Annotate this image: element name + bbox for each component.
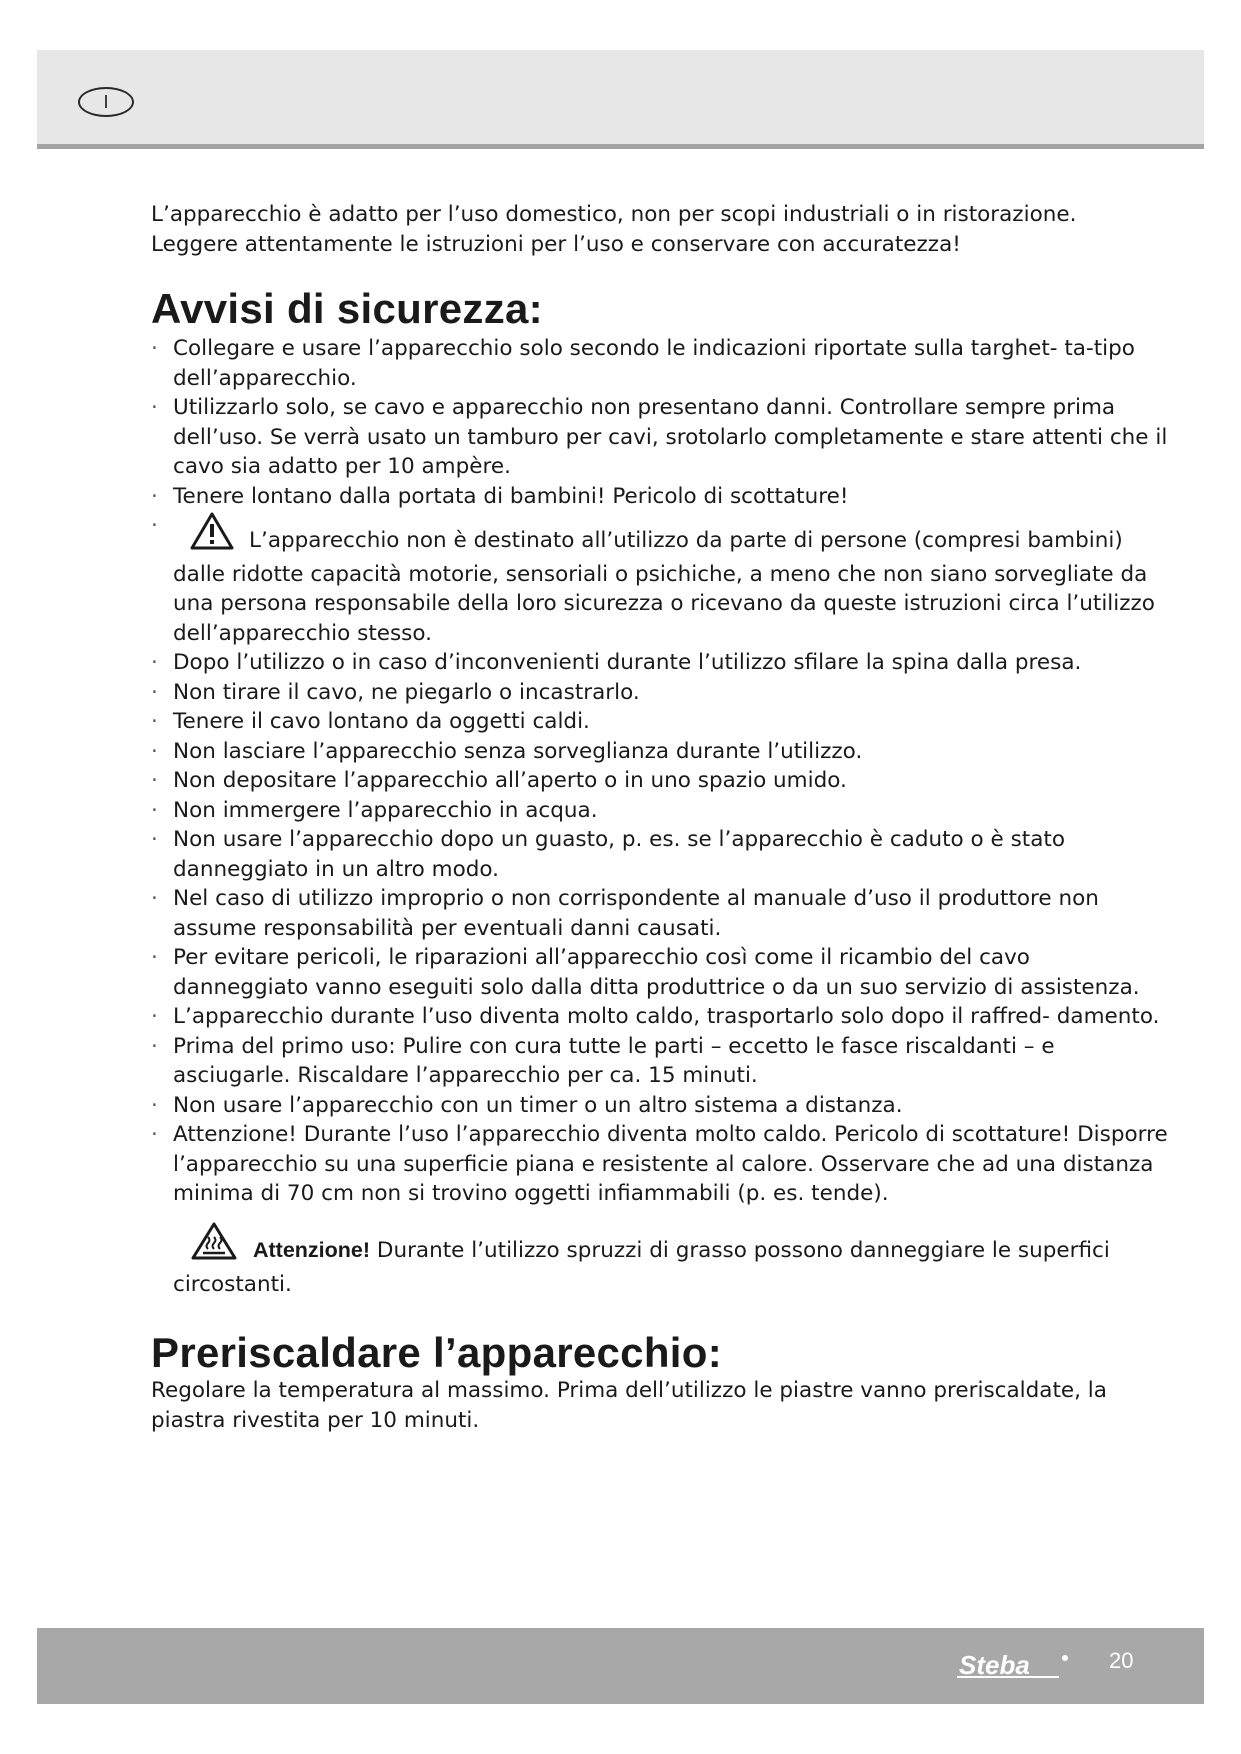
page-content xyxy=(151,200,1171,1436)
bullet-dot: · xyxy=(151,679,158,705)
list-item: · Tenere il cavo lontano da oggetti caldi. xyxy=(151,707,1171,737)
safety-list xyxy=(151,334,1171,1209)
warning-triangle-icon xyxy=(189,511,235,560)
list-item: · Non lasciare l’apparecchio senza sorveglianza durante l’utilizzo. xyxy=(151,737,1171,767)
bullet-dot: · xyxy=(151,709,158,734)
brand-wordmark: Steba xyxy=(959,1650,1030,1680)
list-item: · L’apparecchio non è destinato all’utilizzo da parte di persone (compresi bambini) dalle ridotte capacità motorie, sensoriali o psichiche, a meno che non siano sorvegliate da una persona responsabile della loro sicurezza o ricevano da queste istruzioni circa l’utilizzo dell’apparecchio stesso. xyxy=(151,513,1155,646)
list-item: · Collegare e usare l’apparecchio solo secondo le indicazioni riportate sulla targhet- ta-tipo dell’apparecchio. xyxy=(151,336,1135,391)
intro-line-2: Leggere attentamente le istruzioni per l’uso e conservare con accuratezza! xyxy=(151,232,961,257)
footer-band xyxy=(37,1628,1204,1704)
page-number: 20 xyxy=(1109,1648,1134,1673)
bullet-dot: · xyxy=(151,1092,158,1118)
bullet-dot: · xyxy=(151,513,158,538)
list-item: · Tenere lontano dalla portata di bambini! Pericolo di scottature! xyxy=(151,482,1171,512)
intro xyxy=(151,200,1171,260)
list-item: · Prima del primo uso: Pulire con cura tutte le parti – eccetto le fasce riscaldanti – e asciugarle. Riscaldare l’apparecchio per ca. 15 minuti. xyxy=(151,1033,1055,1088)
language-badge: I xyxy=(78,87,134,117)
attention-note xyxy=(151,1221,1171,1300)
list-item: · L’apparecchio durante l’uso diventa molto caldo, trasportarlo solo dopo il raffred- damento. xyxy=(151,1002,1171,1032)
bullet-dot: · xyxy=(151,483,158,509)
list-item: · Dopo l’utilizzo o in caso d’inconvenienti durante l’utilizzo sfilare la spina dalla presa. xyxy=(151,648,1171,678)
intro-line-1: L’apparecchio è adatto per l’uso domestico, non per scopi industriali o in ristorazione. xyxy=(151,202,1077,227)
bullet-dot: · xyxy=(151,945,158,970)
bullet-dot: · xyxy=(151,768,158,793)
list-item: · Utilizzarlo solo, se cavo e apparecchio non presentano danni. Controllare sempre prima dell’uso. Se verrà usato un tamburo per cavi, srotolarlo completamente e stare attenti che il cavo sia adatto per 10 ampère. xyxy=(151,395,1168,479)
list-item: · Nel caso di utilizzo improprio o non corrispondente al manuale d’uso il produttore non assume responsabilità per eventuali danni causati. xyxy=(151,886,1099,941)
hot-surface-warning-icon xyxy=(189,1221,239,1270)
list-item: · Non immergere l’apparecchio in acqua. xyxy=(151,796,1171,826)
header-band xyxy=(37,50,1204,149)
list-item: · Non usare l’apparecchio con un timer o un altro sistema a distanza. xyxy=(151,1091,1171,1121)
attention-text: Durante l’utilizzo spruzzi di grasso possono danneggiare le superfici circostanti. xyxy=(173,1237,1110,1297)
bullet-dot: · xyxy=(151,395,158,420)
bullet-dot: · xyxy=(151,1033,158,1059)
list-item: · Non tirare il cavo, ne piegarlo o incastrarlo. xyxy=(151,678,1171,708)
bullet-dot: · xyxy=(151,336,158,361)
preheat-text: Regolare la temperatura al massimo. Prima dell’utilizzo le piastre vanno preriscaldate, la piastra rivestita per 10 minuti. xyxy=(151,1377,1107,1433)
preheat-title: Preriscaldare l’apparecchio: xyxy=(151,1328,723,1376)
bullet-dot: · xyxy=(151,827,158,852)
list-item: · Per evitare pericoli, le riparazioni all’apparecchio così come il ricambio del cavo danneggiato vanno eseguiti solo dalla ditta produttrice o da un suo servizio di assistenza. xyxy=(151,945,1140,1000)
bullet-dot: · xyxy=(151,1122,158,1147)
bullet-dot: · xyxy=(151,797,158,823)
list-item: · Non usare l’apparecchio dopo un guasto, p. es. se l’apparecchio è caduto o è stato danneggiato in un altro modo. xyxy=(151,827,1065,882)
safety-title: Avvisi di sicurezza: xyxy=(151,285,543,332)
attention-label: Attenzione! xyxy=(253,1237,371,1262)
bullet-dot: · xyxy=(151,738,158,764)
preheat-section xyxy=(151,1376,1171,1436)
steba-logo xyxy=(955,1650,1075,1688)
list-item: · Non depositare l’apparecchio all’aperto o in uno spazio umido. xyxy=(151,766,1171,796)
bullet-dot: · xyxy=(151,650,158,675)
bullet-dot: · xyxy=(151,1004,158,1029)
list-item: · Attenzione! Durante l’uso l’apparecchio diventa molto caldo. Pericolo di scottature! Disporre l’apparecchio su una superficie piana e resistente al calore. Osservare che ad una distanza minima di 70 cm non si trovino oggetti infiammabili (p. es. tende). xyxy=(151,1122,1168,1206)
bullet-dot: · xyxy=(151,886,158,911)
